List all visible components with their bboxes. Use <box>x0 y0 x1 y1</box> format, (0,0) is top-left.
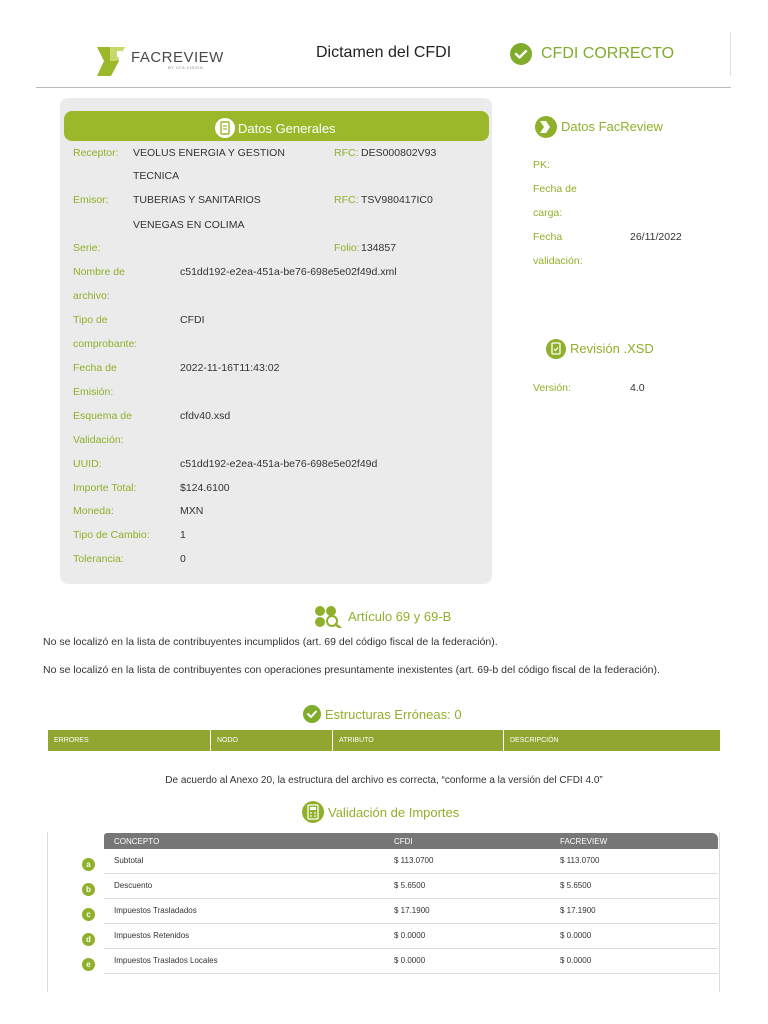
cfdi-cell: $ 0.0000 <box>394 956 426 965</box>
logo-subtitle: BY CFA VISION <box>168 65 204 70</box>
row-bullet: b <box>82 883 95 896</box>
facreview-cell: $ 0.0000 <box>560 956 592 965</box>
logo-text: FACREVIEW <box>131 49 224 66</box>
moneda-value: MXN <box>180 505 204 517</box>
table-row <box>104 849 718 874</box>
status-indicator <box>510 43 674 65</box>
column-concepto: CONCEPTO <box>114 837 160 846</box>
nombre-label-line1: Nombre de <box>73 266 125 278</box>
receptor-value-line1: VEOLUS ENERGIA Y GESTION <box>133 147 285 159</box>
concepto-cell: Impuestos Trasladados <box>114 906 197 915</box>
datos-generales-header <box>64 111 489 141</box>
emisor-label: Emisor: <box>73 194 109 206</box>
importes-heading <box>302 801 459 823</box>
row-bullet: d <box>82 933 95 946</box>
nombre-label-line2: archivo: <box>73 290 110 302</box>
tipo-label-line1: Tipo de <box>73 314 108 326</box>
validacion-label-line2: validación: <box>533 255 583 267</box>
estructuras-heading <box>303 705 462 723</box>
articulo-heading <box>314 604 451 628</box>
concepto-cell: Descuento <box>114 881 153 890</box>
concepto-cell: Impuestos Traslados Locales <box>114 956 218 965</box>
revision-xsd-title: Revisión .XSD <box>570 340 654 356</box>
receptor-rfc-value: DES000802V93 <box>361 147 437 159</box>
people-search-icon <box>314 604 344 628</box>
revision-xsd-heading <box>545 337 654 359</box>
facreview-cell: $ 0.0000 <box>560 931 592 940</box>
column-facreview: FACREVIEW <box>560 837 608 846</box>
version-value: 4.0 <box>630 382 645 394</box>
receptor-label: Receptor: <box>73 147 119 159</box>
column-atributo: ATRIBUTO <box>333 730 504 751</box>
articulo-title: Artículo 69 y 69-B <box>348 608 452 624</box>
estructuras-title: Estructuras Erróneas: 0 <box>325 706 462 722</box>
check-circle-icon <box>510 43 532 65</box>
file-check-icon <box>545 337 567 359</box>
esquema-label-line1: Esquema de <box>73 410 132 422</box>
moneda-label: Moneda: <box>73 505 114 517</box>
status-text: CFDI CORRECTO <box>541 45 675 62</box>
validacion-label-line1: Fecha <box>533 231 563 243</box>
tolerancia-label: Tolerancia: <box>73 553 124 565</box>
uuid-label: UUID: <box>73 458 102 470</box>
concepto-cell: Subtotal <box>114 856 144 865</box>
importe-value: $124.6100 <box>180 482 230 494</box>
validacion-value: 26/11/2022 <box>630 231 682 243</box>
datos-facreview-heading <box>534 114 663 138</box>
header-right-divider <box>730 32 731 76</box>
carga-label-line2: carga: <box>533 207 563 219</box>
cambio-value: 1 <box>180 529 186 541</box>
articulo-69-text: No se localizó en la lista de contribuyentes incumplidos (art. 69 del código fiscal de la federación). <box>43 636 498 648</box>
version-label: Versión: <box>533 382 571 394</box>
column-descripcion: DESCRIPCIÓN <box>510 737 559 744</box>
uuid-value: c51dd192-e2ea-451a-be76-698e5e02f49d <box>180 458 378 470</box>
articulo-69b-text: No se localizó en la lista de contribuyentes con operaciones presuntamente inexistentes (art. 69-b del código fiscal de la federación). <box>43 664 660 676</box>
importes-title: Validación de Importes <box>328 804 460 820</box>
esquema-value: cfdv40.xsd <box>180 410 231 422</box>
pk-label: PK: <box>533 159 550 171</box>
facreview-badge-icon <box>534 114 558 138</box>
concepto-cell: Impuestos Retenidos <box>114 931 190 940</box>
fecha-label-line1: Fecha de <box>73 362 117 374</box>
facreview-cell: $ 5.6500 <box>560 881 592 890</box>
errores-table-header <box>48 730 720 751</box>
calculator-icon <box>302 801 324 823</box>
column-nodo: NODO <box>211 730 333 751</box>
cfdi-cell: $ 17.1900 <box>394 906 430 915</box>
row-bullet: e <box>82 958 95 971</box>
importes-table-header <box>104 833 718 849</box>
folio-value: 134857 <box>361 242 397 254</box>
nombre-value: c51dd192-e2ea-451a-be76-698e5e02f49d.xml <box>180 266 397 278</box>
cfdi-cell: $ 0.0000 <box>394 931 426 940</box>
cfdi-cell: $ 113.0700 <box>394 856 434 865</box>
esquema-label-line2: Validación: <box>73 434 124 446</box>
column-errores: ERRORES <box>48 730 211 751</box>
folio-label: Folio: <box>334 242 360 254</box>
emisor-value-line1: TUBERIAS Y SANITARIOS <box>133 194 261 206</box>
cambio-label: Tipo de Cambio: <box>73 529 150 541</box>
check-circle-icon <box>303 705 321 723</box>
column-cfdi: CFDI <box>394 837 413 846</box>
tolerancia-value: 0 <box>180 553 186 565</box>
emisor-rfc-value: TSV980417IC0 <box>361 194 433 206</box>
fecha-value: 2022-11-16T11:43:02 <box>180 362 280 374</box>
table-row <box>104 949 718 974</box>
fecha-label-line2: Emisión: <box>73 386 114 398</box>
importe-label: Importe Total: <box>73 482 137 494</box>
facreview-cell: $ 17.1900 <box>560 906 596 915</box>
emisor-rfc-label: RFC: <box>334 194 359 206</box>
receptor-rfc-label: RFC: <box>334 147 359 159</box>
row-bullet: a <box>82 858 95 871</box>
estructura-note: De acuerdo al Anexo 20, la estructura del archivo es correcta, “conforme a la versión del CFDI 4.0” <box>165 775 603 786</box>
emisor-value-line2: VENEGAS EN COLIMA <box>133 219 245 231</box>
cfdi-cell: $ 5.6500 <box>394 881 426 890</box>
table-row <box>104 924 718 949</box>
serie-label: Serie: <box>73 242 101 254</box>
receptor-value-line2: TECNICA <box>133 170 180 182</box>
document-icon <box>214 117 236 139</box>
tipo-label-line2: comprobante: <box>73 338 138 350</box>
tipo-value: CFDI <box>180 314 205 326</box>
table-row <box>104 874 718 899</box>
row-bullet: c <box>82 908 95 921</box>
carga-label-line1: Fecha de <box>533 183 577 195</box>
page-title: Dictamen del CFDI <box>316 44 452 61</box>
datos-facreview-title: Datos FacReview <box>561 118 663 134</box>
table-row <box>104 899 718 924</box>
facreview-cell: $ 113.0700 <box>560 856 600 865</box>
datos-generales-title: Datos Generales <box>238 120 336 136</box>
